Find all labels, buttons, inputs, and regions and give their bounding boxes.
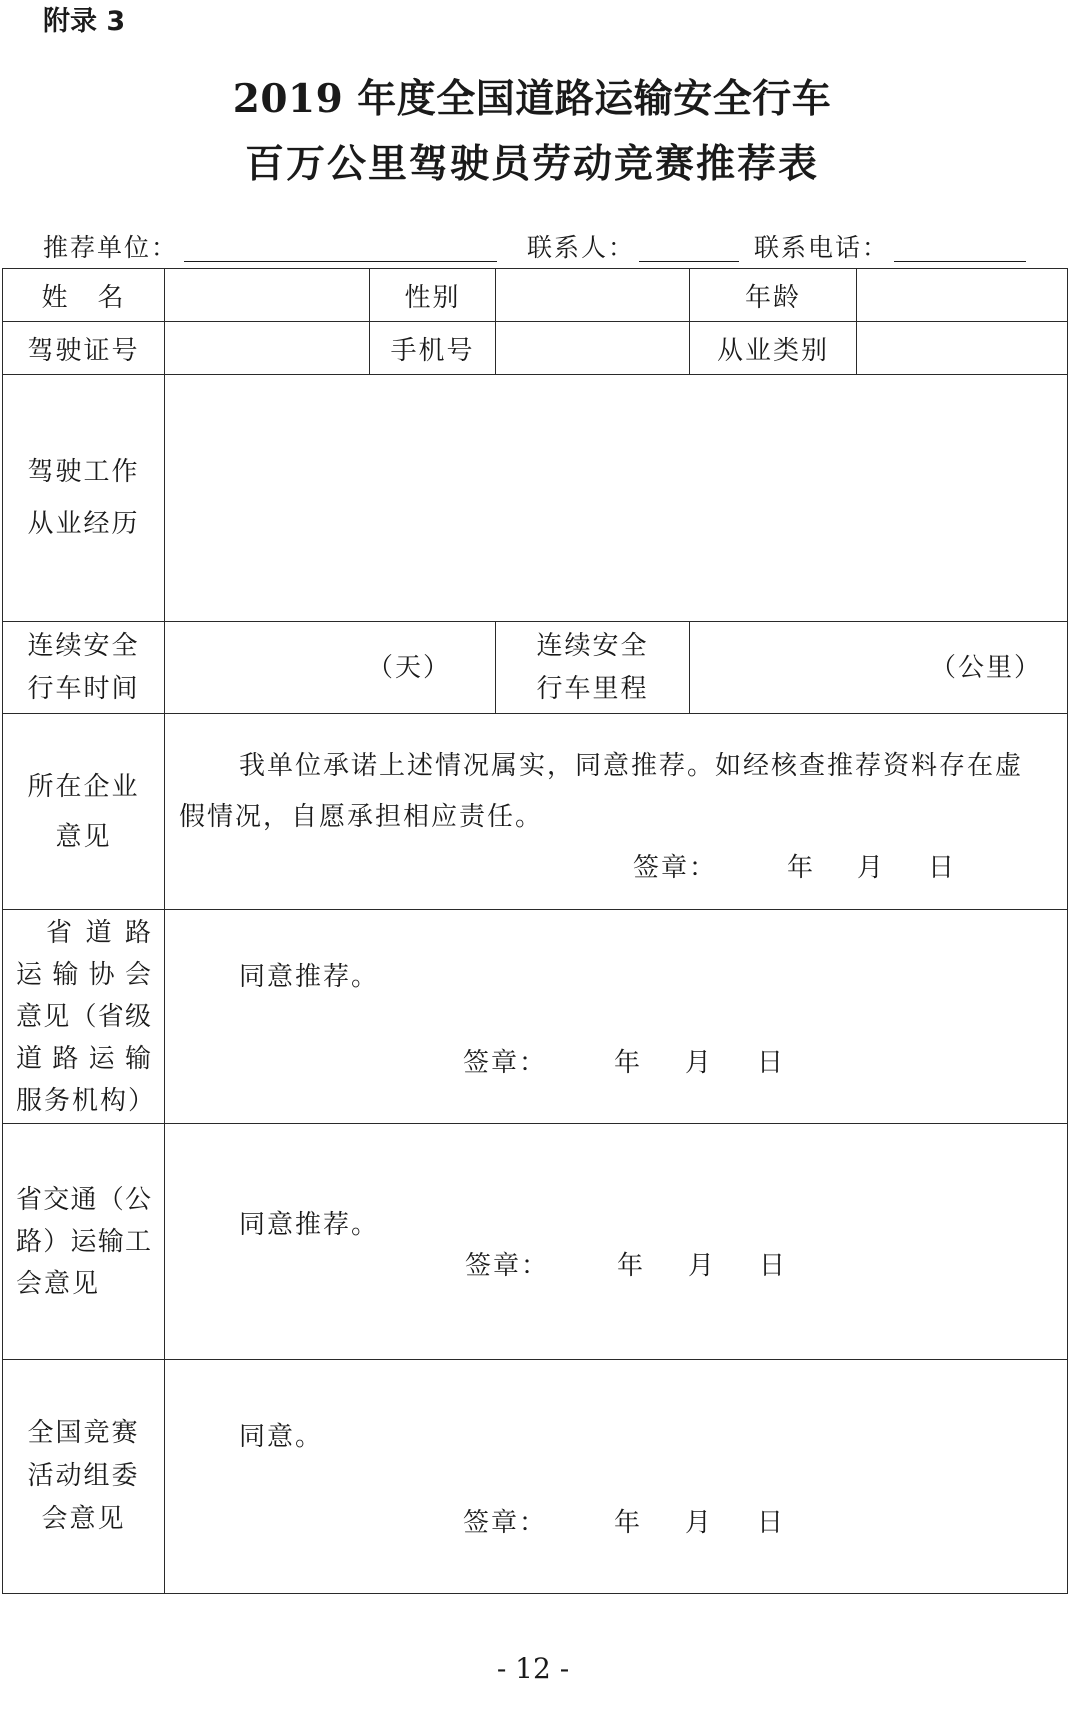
- license-value-cell: [165, 322, 370, 375]
- association-label-line-2: 运 输 协 会: [16, 959, 151, 990]
- safe-mileage-label-line-2: 行车里程: [536, 673, 649, 704]
- table-row-experience: [3, 375, 1068, 622]
- enterprise-day-label: 日: [928, 853, 957, 883]
- name-value-cell: [165, 269, 370, 322]
- experience-label-line-1: 驾驶工作: [27, 457, 140, 487]
- category-value-cell: [857, 322, 1068, 375]
- association-label-cell: [3, 910, 165, 1124]
- enterprise-label-cell: [3, 714, 165, 910]
- committee-label-cell: [3, 1360, 165, 1594]
- association-label-line-4: 道 路 运 输: [16, 1043, 151, 1074]
- category-label: 从业类别: [716, 335, 829, 366]
- safe-time-unit: （天）: [366, 652, 451, 683]
- contact-phone-blank: [894, 261, 1026, 262]
- table-row-association-opinion: [3, 910, 1068, 1124]
- age-label-cell: [690, 269, 857, 322]
- contact-phone-label: 联系电话：: [754, 233, 890, 262]
- gender-label-cell: [370, 269, 496, 322]
- experience-label-cell: [3, 375, 165, 622]
- union-year-label: 年: [617, 1251, 646, 1281]
- experience-label-line-2: 从业经历: [27, 509, 140, 539]
- union-label-cell: [3, 1124, 165, 1360]
- safe-time-label-cell: [3, 622, 165, 714]
- mobile-value-cell: [496, 322, 690, 375]
- association-day-label: 日: [757, 1048, 786, 1078]
- safe-time-label-line-2: 行车时间: [27, 673, 140, 704]
- committee-year-label: 年: [614, 1508, 643, 1538]
- union-label-line-3: 会意见: [16, 1268, 101, 1299]
- safe-mileage-label-line-1: 连续安全: [536, 630, 649, 661]
- union-month-label: 月: [688, 1251, 717, 1281]
- title-line-1: 2019 年度全国道路运输安全行车: [232, 76, 832, 122]
- appendix-label: 附录 3: [43, 6, 126, 37]
- association-month-label: 月: [685, 1048, 714, 1078]
- committee-opinion-cell: [165, 1360, 1068, 1594]
- recommendation-form-table: [2, 268, 1068, 1594]
- association-opinion-cell: [165, 910, 1068, 1124]
- association-label-line-3: 意见（省级: [16, 1001, 151, 1032]
- union-day-label: 日: [759, 1251, 788, 1281]
- committee-seal-label: 签章：: [463, 1508, 548, 1538]
- committee-opinion-text: 同意。: [239, 1422, 324, 1452]
- safe-time-value-cell: [165, 622, 496, 714]
- committee-day-label: 日: [757, 1508, 786, 1538]
- enterprise-seal-label: 签章：: [633, 853, 718, 883]
- enterprise-year-label: 年: [787, 853, 816, 883]
- association-label-line-5: 服务机构）: [16, 1085, 157, 1116]
- table-row-enterprise-opinion: [3, 714, 1068, 910]
- committee-label-line-2: 活动组委: [27, 1461, 140, 1491]
- union-opinion-text: 同意推荐。: [239, 1210, 380, 1240]
- table-row-basic-1: [3, 269, 1068, 322]
- safe-mileage-unit: （公里）: [929, 652, 1042, 683]
- enterprise-statement-line-2: 假情况，自愿承担相应责任。: [179, 802, 544, 832]
- gender-value-cell: [496, 269, 690, 322]
- recommend-unit-blank: [184, 261, 497, 262]
- committee-label-line-1: 全国竞赛: [27, 1418, 140, 1448]
- association-seal-label: 签章：: [463, 1048, 548, 1078]
- age-label: 年龄: [744, 282, 801, 313]
- safe-mileage-value-cell: [690, 622, 1068, 714]
- license-label-cell: [3, 322, 165, 375]
- table-row-safety: [3, 622, 1068, 714]
- license-label: 驾驶证号: [27, 335, 140, 366]
- contact-person-label: 联系人：: [527, 233, 636, 262]
- committee-label-line-3: 会意见: [41, 1504, 126, 1534]
- enterprise-label-line-1: 所在企业: [27, 771, 140, 802]
- recommend-unit-label: 推荐单位：: [43, 233, 179, 262]
- safe-mileage-label-cell: [496, 622, 690, 714]
- mobile-label: 手机号: [390, 335, 475, 366]
- age-value-cell: [857, 269, 1068, 322]
- safe-time-label-line-1: 连续安全: [27, 630, 140, 661]
- enterprise-statement-line-1: 我单位承诺上述情况属实，同意推荐。如经核查推荐资料存在虚: [239, 751, 1024, 781]
- enterprise-month-label: 月: [857, 853, 886, 883]
- enterprise-label-line-2: 意见: [55, 821, 112, 852]
- experience-value-cell: [165, 375, 1068, 622]
- table-row-basic-2: [3, 322, 1068, 375]
- title-line-2: 百万公里驾驶员劳动竞赛推荐表: [244, 141, 819, 187]
- mobile-label-cell: [370, 322, 496, 375]
- union-label-line-1: 省交通（公: [16, 1184, 151, 1215]
- enterprise-opinion-cell: [165, 714, 1068, 910]
- name-label: 姓 名: [41, 282, 126, 313]
- committee-month-label: 月: [685, 1508, 714, 1538]
- table-row-union-opinion: [3, 1124, 1068, 1360]
- union-seal-label: 签章：: [465, 1251, 550, 1281]
- association-year-label: 年: [614, 1048, 643, 1078]
- association-label-line-1: 省 道 路: [46, 917, 151, 948]
- table-row-committee-opinion: [3, 1360, 1068, 1594]
- gender-label: 性别: [404, 282, 461, 313]
- association-opinion-text: 同意推荐。: [239, 962, 380, 992]
- union-opinion-cell: [165, 1124, 1068, 1360]
- union-label-line-2: 路）运输工: [16, 1226, 151, 1257]
- name-label-cell: [3, 269, 165, 322]
- contact-person-blank: [639, 261, 739, 262]
- page-number: - 12 -: [496, 1652, 570, 1685]
- category-label-cell: [690, 322, 857, 375]
